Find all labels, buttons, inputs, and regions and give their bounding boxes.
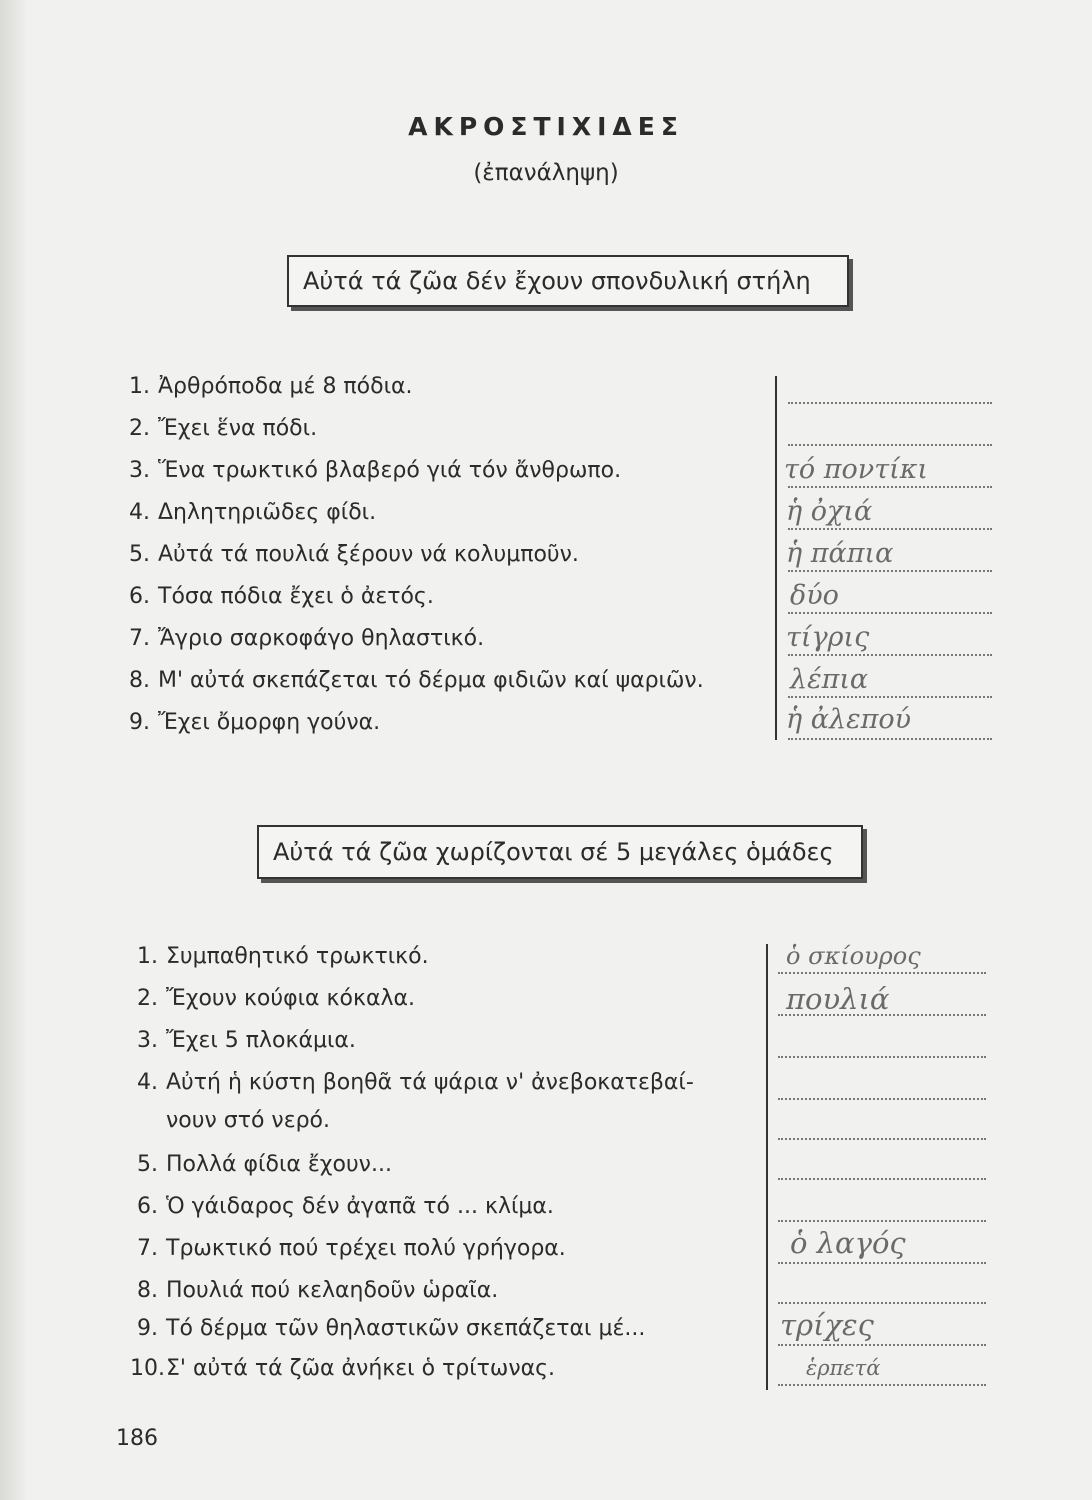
list-item: νουν στό νερό. <box>166 1108 331 1133</box>
list-item: 9. Ἔχει ὄμορφη γούνα. <box>129 710 381 735</box>
answer-line-4[interactable] <box>788 528 992 530</box>
handwritten-answer: λέπια <box>790 664 869 695</box>
list-item: 1. Συμπαθητικό τρωκτικό. <box>137 944 429 969</box>
handwritten-answer: τό ποντίκι <box>784 454 929 485</box>
answer-line-5[interactable] <box>788 570 992 572</box>
page-number: 186 <box>116 1426 158 1451</box>
list-item: 6. Ὁ γάιδαρος δέν ἀγαπᾶ τό ... κλίμα. <box>137 1194 554 1219</box>
handwritten-answer: ἑρπετά <box>806 1356 881 1380</box>
list-item: 4. Δηλητηριῶδες φίδι. <box>129 500 377 525</box>
section1-heading: Αὐτά τά ζῶα δέν ἔχουν σπονδυλική στήλη <box>303 267 811 295</box>
list-item: 8. Μ' αὐτά σκεπάζεται τό δέρμα φιδιῶν καί ψαριῶν. <box>129 668 704 693</box>
answer-line-8[interactable] <box>788 696 992 698</box>
section2-heading: Αὐτά τά ζῶα χωρίζονται σέ 5 μεγάλες ὁμάδες <box>273 838 834 866</box>
answer-line-1[interactable] <box>778 972 986 974</box>
list-item: 2. Ἔχει ἕνα πόδι. <box>129 416 318 441</box>
list-item: 2. Ἔχουν κούφια κόκαλα. <box>137 986 415 1011</box>
answer-line-2[interactable] <box>788 444 992 446</box>
list-item: 5. Αὐτά τά πουλιά ξέρουν νά κολυμποῦν. <box>129 542 579 567</box>
answer-line-4a[interactable] <box>778 1098 986 1100</box>
list-item: 3. Ἔχει 5 πλοκάμια. <box>137 1028 356 1053</box>
list-item: 4. Αὐτή ἡ κύστη βοηθᾶ τά ψάρια ν' ἀνεβοκατεβαί- <box>137 1070 694 1095</box>
answer-line-3[interactable] <box>788 486 992 488</box>
answer-line-8[interactable] <box>778 1302 986 1304</box>
answer-line-7[interactable] <box>778 1262 986 1264</box>
answer-line-7[interactable] <box>788 654 992 656</box>
section1-heading-box <box>287 255 849 307</box>
handwritten-answer: ἡ ὀχιά <box>786 496 873 527</box>
list-item: 3. Ἕνα τρωκτικό βλαβερό γιά τόν ἄνθρωπο. <box>129 458 622 483</box>
answer-line-5[interactable] <box>778 1178 986 1180</box>
page-edge-shadow <box>0 0 28 1500</box>
page-subtitle: (ἐπανάληψη) <box>473 160 619 186</box>
answer-line-6[interactable] <box>778 1220 986 1222</box>
list-item: 9. Τό δέρμα τῶν θηλαστικῶν σκεπάζεται μέ... <box>137 1316 646 1341</box>
list-item: 7. Ἄγριο σαρκοφάγο θηλαστικό. <box>129 626 485 651</box>
list-item: 5. Πολλά φίδια ἔχουν... <box>137 1152 392 1177</box>
handwritten-answer: τρίχες <box>780 1308 874 1342</box>
answer-line-6[interactable] <box>788 612 992 614</box>
section1-divider <box>775 376 777 740</box>
answer-line-9[interactable] <box>778 1344 986 1346</box>
handwritten-answer: πουλιά <box>786 982 890 1016</box>
handwritten-answer: δύο <box>790 580 839 611</box>
answer-line-10[interactable] <box>778 1384 986 1386</box>
handwritten-answer: ὁ λαγός <box>790 1226 906 1260</box>
answer-line-9[interactable] <box>788 738 992 740</box>
list-item: 10.Σ' αὐτά τά ζῶα ἀνήκει ὁ τρίτωνας. <box>130 1356 556 1381</box>
list-item: 1. Ἀρθρόποδα μέ 8 πόδια. <box>129 374 413 399</box>
page-title: ΑΚΡΟΣΤΙΧΙΔΕΣ <box>408 112 684 141</box>
answer-line-3[interactable] <box>778 1056 986 1058</box>
handwritten-answer: ὁ σκίουρος <box>786 942 921 970</box>
section2-heading-box <box>257 825 863 879</box>
list-item: 8. Πουλιά πού κελαηδοῦν ὡραῖα. <box>137 1278 499 1303</box>
section2-divider <box>766 944 768 1390</box>
handwritten-answer: ἡ ἀλεπού <box>786 704 912 735</box>
handwritten-answer: τίγρις <box>786 622 870 653</box>
list-item: 7. Τρωκτικό πού τρέχει πολύ γρήγορα. <box>137 1236 566 1261</box>
list-item: 6. Τόσα πόδια ἔχει ὁ ἀετός. <box>129 584 434 609</box>
answer-line-1[interactable] <box>788 402 992 404</box>
answer-line-4b[interactable] <box>778 1138 986 1140</box>
handwritten-answer: ἡ πάπια <box>786 538 894 569</box>
